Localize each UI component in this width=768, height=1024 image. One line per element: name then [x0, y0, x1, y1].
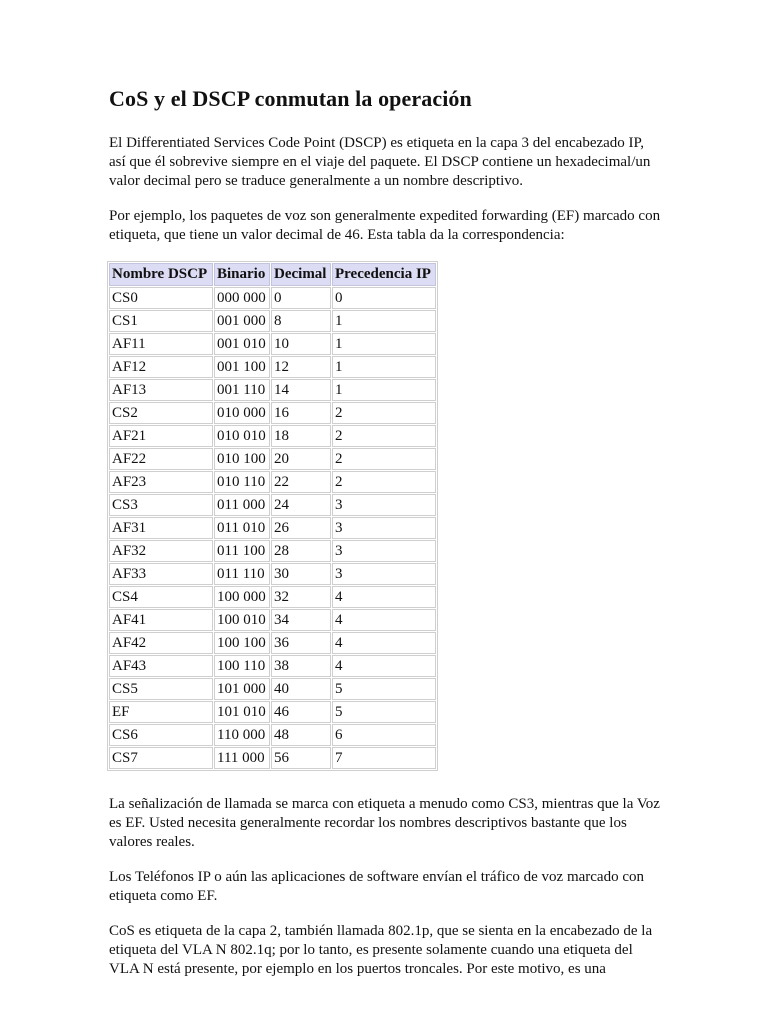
cell-decimal: 26: [271, 517, 331, 539]
cell-decimal: 36: [271, 632, 331, 654]
cell-decimal: 30: [271, 563, 331, 585]
cell-nombre-dscp: AF42: [109, 632, 213, 654]
cell-decimal: 14: [271, 379, 331, 401]
cell-decimal: 8: [271, 310, 331, 332]
cell-binario: 011 010: [214, 517, 270, 539]
cell-precedencia-ip: 0: [332, 287, 436, 309]
table-row: [109, 586, 436, 608]
cell-precedencia-ip: 3: [332, 563, 436, 585]
table-row: [109, 310, 436, 332]
paragraph-example: Por ejemplo, los paquetes de voz son generalmente expedited forwarding (EF) marcado con etiqueta, que tiene un valor decimal de 46. Esta tabla da la correspondencia:: [109, 208, 661, 243]
cell-decimal: 46: [271, 701, 331, 723]
cell-binario: 001 100: [214, 356, 270, 378]
cell-precedencia-ip: 2: [332, 448, 436, 470]
cell-binario: 101 010: [214, 701, 270, 723]
column-header-precedencia-ip: Precedencia IP: [332, 263, 436, 286]
cell-precedencia-ip: 4: [332, 586, 436, 608]
cell-binario: 011 000: [214, 494, 270, 516]
cell-decimal: 22: [271, 471, 331, 493]
cell-decimal: 34: [271, 609, 331, 631]
table-row: [109, 287, 436, 309]
cell-decimal: 28: [271, 540, 331, 562]
cell-nombre-dscp: CS2: [109, 402, 213, 424]
table-row: [109, 402, 436, 424]
cell-precedencia-ip: 6: [332, 724, 436, 746]
cell-precedencia-ip: 2: [332, 402, 436, 424]
table-row: [109, 494, 436, 516]
cell-precedencia-ip: 5: [332, 701, 436, 723]
cell-binario: 100 110: [214, 655, 270, 677]
cell-nombre-dscp: AF22: [109, 448, 213, 470]
cell-binario: 010 100: [214, 448, 270, 470]
cell-precedencia-ip: 4: [332, 655, 436, 677]
paragraph-signaling: La señalización de llamada se marca con etiqueta a menudo como CS3, mientras que la Voz es EF. Usted necesita generalmente recordar los nombres descriptivos bastante que los valores reales.: [109, 796, 660, 850]
cell-binario: 011 100: [214, 540, 270, 562]
cell-nombre-dscp: CS6: [109, 724, 213, 746]
cell-binario: 101 000: [214, 678, 270, 700]
column-header-binario: Binario: [214, 263, 270, 286]
table-body: [109, 287, 436, 769]
cell-precedencia-ip: 5: [332, 678, 436, 700]
cell-precedencia-ip: 3: [332, 494, 436, 516]
cell-binario: 110 000: [214, 724, 270, 746]
cell-nombre-dscp: CS1: [109, 310, 213, 332]
table-row: [109, 678, 436, 700]
cell-precedencia-ip: 3: [332, 540, 436, 562]
cell-decimal: 0: [271, 287, 331, 309]
table-row: [109, 448, 436, 470]
cell-binario: 100 100: [214, 632, 270, 654]
cell-decimal: 38: [271, 655, 331, 677]
page-title: CoS y el DSCP conmutan la operación: [109, 86, 472, 111]
column-header-decimal: Decimal: [271, 263, 331, 286]
table-row: [109, 540, 436, 562]
paragraph-cos: CoS es etiqueta de la capa 2, también llamada 802.1p, que se sienta en la encabezado de la etiqueta del VLA N 802.1q; por lo tanto, es presente solamente cuando una etiqueta del VLA N está presente, por ejemplo en los puertos troncales. Por este motivo, es una: [109, 923, 653, 977]
cell-decimal: 48: [271, 724, 331, 746]
cell-decimal: 56: [271, 747, 331, 769]
cell-nombre-dscp: EF: [109, 701, 213, 723]
paragraph-phones: Los Teléfonos IP o aún las aplicaciones de software envían el tráfico de voz marcado con etiqueta como EF.: [109, 869, 644, 904]
cell-nombre-dscp: AF32: [109, 540, 213, 562]
table-row: [109, 747, 436, 769]
cell-precedencia-ip: 2: [332, 425, 436, 447]
table-row: [109, 471, 436, 493]
table-row: [109, 655, 436, 677]
cell-nombre-dscp: AF41: [109, 609, 213, 631]
cell-nombre-dscp: CS7: [109, 747, 213, 769]
cell-precedencia-ip: 1: [332, 310, 436, 332]
cell-nombre-dscp: CS4: [109, 586, 213, 608]
cell-precedencia-ip: 4: [332, 609, 436, 631]
cell-binario: 010 110: [214, 471, 270, 493]
column-header-nombre-dscp: Nombre DSCP: [109, 263, 213, 286]
paragraph-intro: El Differentiated Services Code Point (DSCP) es etiqueta en la capa 3 del encabezado IP, así que él sobrevive siempre en el viaje del paquete. El DSCP contiene un hexadecimal/un valor decimal pero se traduce generalmente a un nombre descriptivo.: [109, 135, 651, 189]
cell-binario: 000 000: [214, 287, 270, 309]
cell-decimal: 12: [271, 356, 331, 378]
cell-nombre-dscp: AF21: [109, 425, 213, 447]
cell-nombre-dscp: CS5: [109, 678, 213, 700]
cell-binario: 010 010: [214, 425, 270, 447]
cell-precedencia-ip: 1: [332, 333, 436, 355]
cell-nombre-dscp: AF31: [109, 517, 213, 539]
cell-decimal: 20: [271, 448, 331, 470]
cell-nombre-dscp: AF23: [109, 471, 213, 493]
document-page: [109, 84, 664, 995]
table-row: [109, 609, 436, 631]
table-row: [109, 724, 436, 746]
dscp-table: [107, 261, 438, 771]
cell-binario: 100 000: [214, 586, 270, 608]
cell-binario: 001 010: [214, 333, 270, 355]
cell-precedencia-ip: 3: [332, 517, 436, 539]
cell-binario: 011 110: [214, 563, 270, 585]
cell-nombre-dscp: AF43: [109, 655, 213, 677]
cell-nombre-dscp: AF11: [109, 333, 213, 355]
table-row: [109, 632, 436, 654]
cell-decimal: 18: [271, 425, 331, 447]
table-row: [109, 333, 436, 355]
cell-decimal: 40: [271, 678, 331, 700]
cell-decimal: 24: [271, 494, 331, 516]
table-row: [109, 701, 436, 723]
cell-binario: 010 000: [214, 402, 270, 424]
table-row: [109, 356, 436, 378]
cell-precedencia-ip: 7: [332, 747, 436, 769]
table-row: [109, 425, 436, 447]
cell-precedencia-ip: 2: [332, 471, 436, 493]
cell-precedencia-ip: 1: [332, 379, 436, 401]
cell-decimal: 16: [271, 402, 331, 424]
cell-decimal: 10: [271, 333, 331, 355]
cell-nombre-dscp: CS0: [109, 287, 213, 309]
cell-binario: 001 000: [214, 310, 270, 332]
table-header-row: [109, 263, 436, 286]
cell-nombre-dscp: AF33: [109, 563, 213, 585]
cell-binario: 111 000: [214, 747, 270, 769]
cell-nombre-dscp: CS3: [109, 494, 213, 516]
cell-binario: 100 010: [214, 609, 270, 631]
cell-decimal: 32: [271, 586, 331, 608]
cell-precedencia-ip: 1: [332, 356, 436, 378]
cell-precedencia-ip: 4: [332, 632, 436, 654]
cell-nombre-dscp: AF12: [109, 356, 213, 378]
cell-binario: 001 110: [214, 379, 270, 401]
table-row: [109, 563, 436, 585]
table-row: [109, 517, 436, 539]
table-row: [109, 379, 436, 401]
cell-nombre-dscp: AF13: [109, 379, 213, 401]
